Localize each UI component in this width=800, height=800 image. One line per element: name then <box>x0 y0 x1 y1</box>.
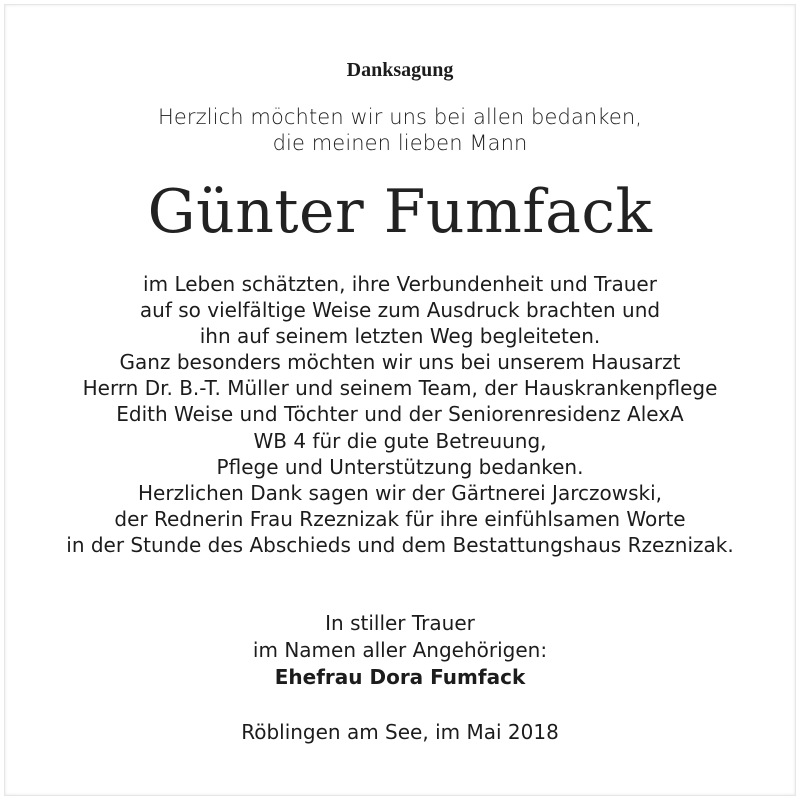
body-line: Herzlichen Dank sagen wir der Gärtnerei Jarczowski, <box>138 480 662 505</box>
notice-heading: Danksagung <box>346 59 454 81</box>
closing-line: im Namen aller Angehörigen: <box>252 638 548 662</box>
body-line: ihn auf seinem letzten Weg begleiteten. <box>199 324 601 349</box>
body-line: Ganz besonders möchten wir uns bei unserem Hausarzt <box>119 350 681 375</box>
body-line: in der Stunde des Abschieds und dem Bestattungshaus Rzeznizak. <box>66 532 734 557</box>
body-line: Pflege und Unterstützung bedanken. <box>216 454 584 479</box>
closing-block <box>0 610 800 691</box>
intro-text <box>0 104 800 156</box>
body-line: Herrn Dr. B.-T. Müller und seinem Team, der Hauskrankenpflege <box>82 376 718 401</box>
body-line: der Rednerin Frau Rzeznizak für ihre einfühlsamen Worte <box>114 506 686 531</box>
deceased-name: Günter Fumfack <box>147 177 653 247</box>
place-date: Röblingen am See, im Mai 2018 <box>241 720 559 744</box>
body-line: WB 4 für die gute Betreuung, <box>253 428 547 453</box>
intro-line: die meinen lieben Mann <box>272 131 528 155</box>
body-line: auf so vielfältige Weise zum Ausdruck brachten und <box>139 298 661 323</box>
closing-line: In stiller Trauer <box>325 611 475 635</box>
intro-line: Herzlich möchten wir uns bei allen bedanken, <box>157 105 643 129</box>
thanks-body <box>0 271 800 558</box>
signer-name: Ehefrau Dora Fumfack <box>274 665 526 689</box>
body-line: Edith Weise und Töchter und der Seniorenresidenz AlexA <box>116 402 684 427</box>
body-line: im Leben schätzten, ihre Verbundenheit und Trauer <box>143 272 657 296</box>
